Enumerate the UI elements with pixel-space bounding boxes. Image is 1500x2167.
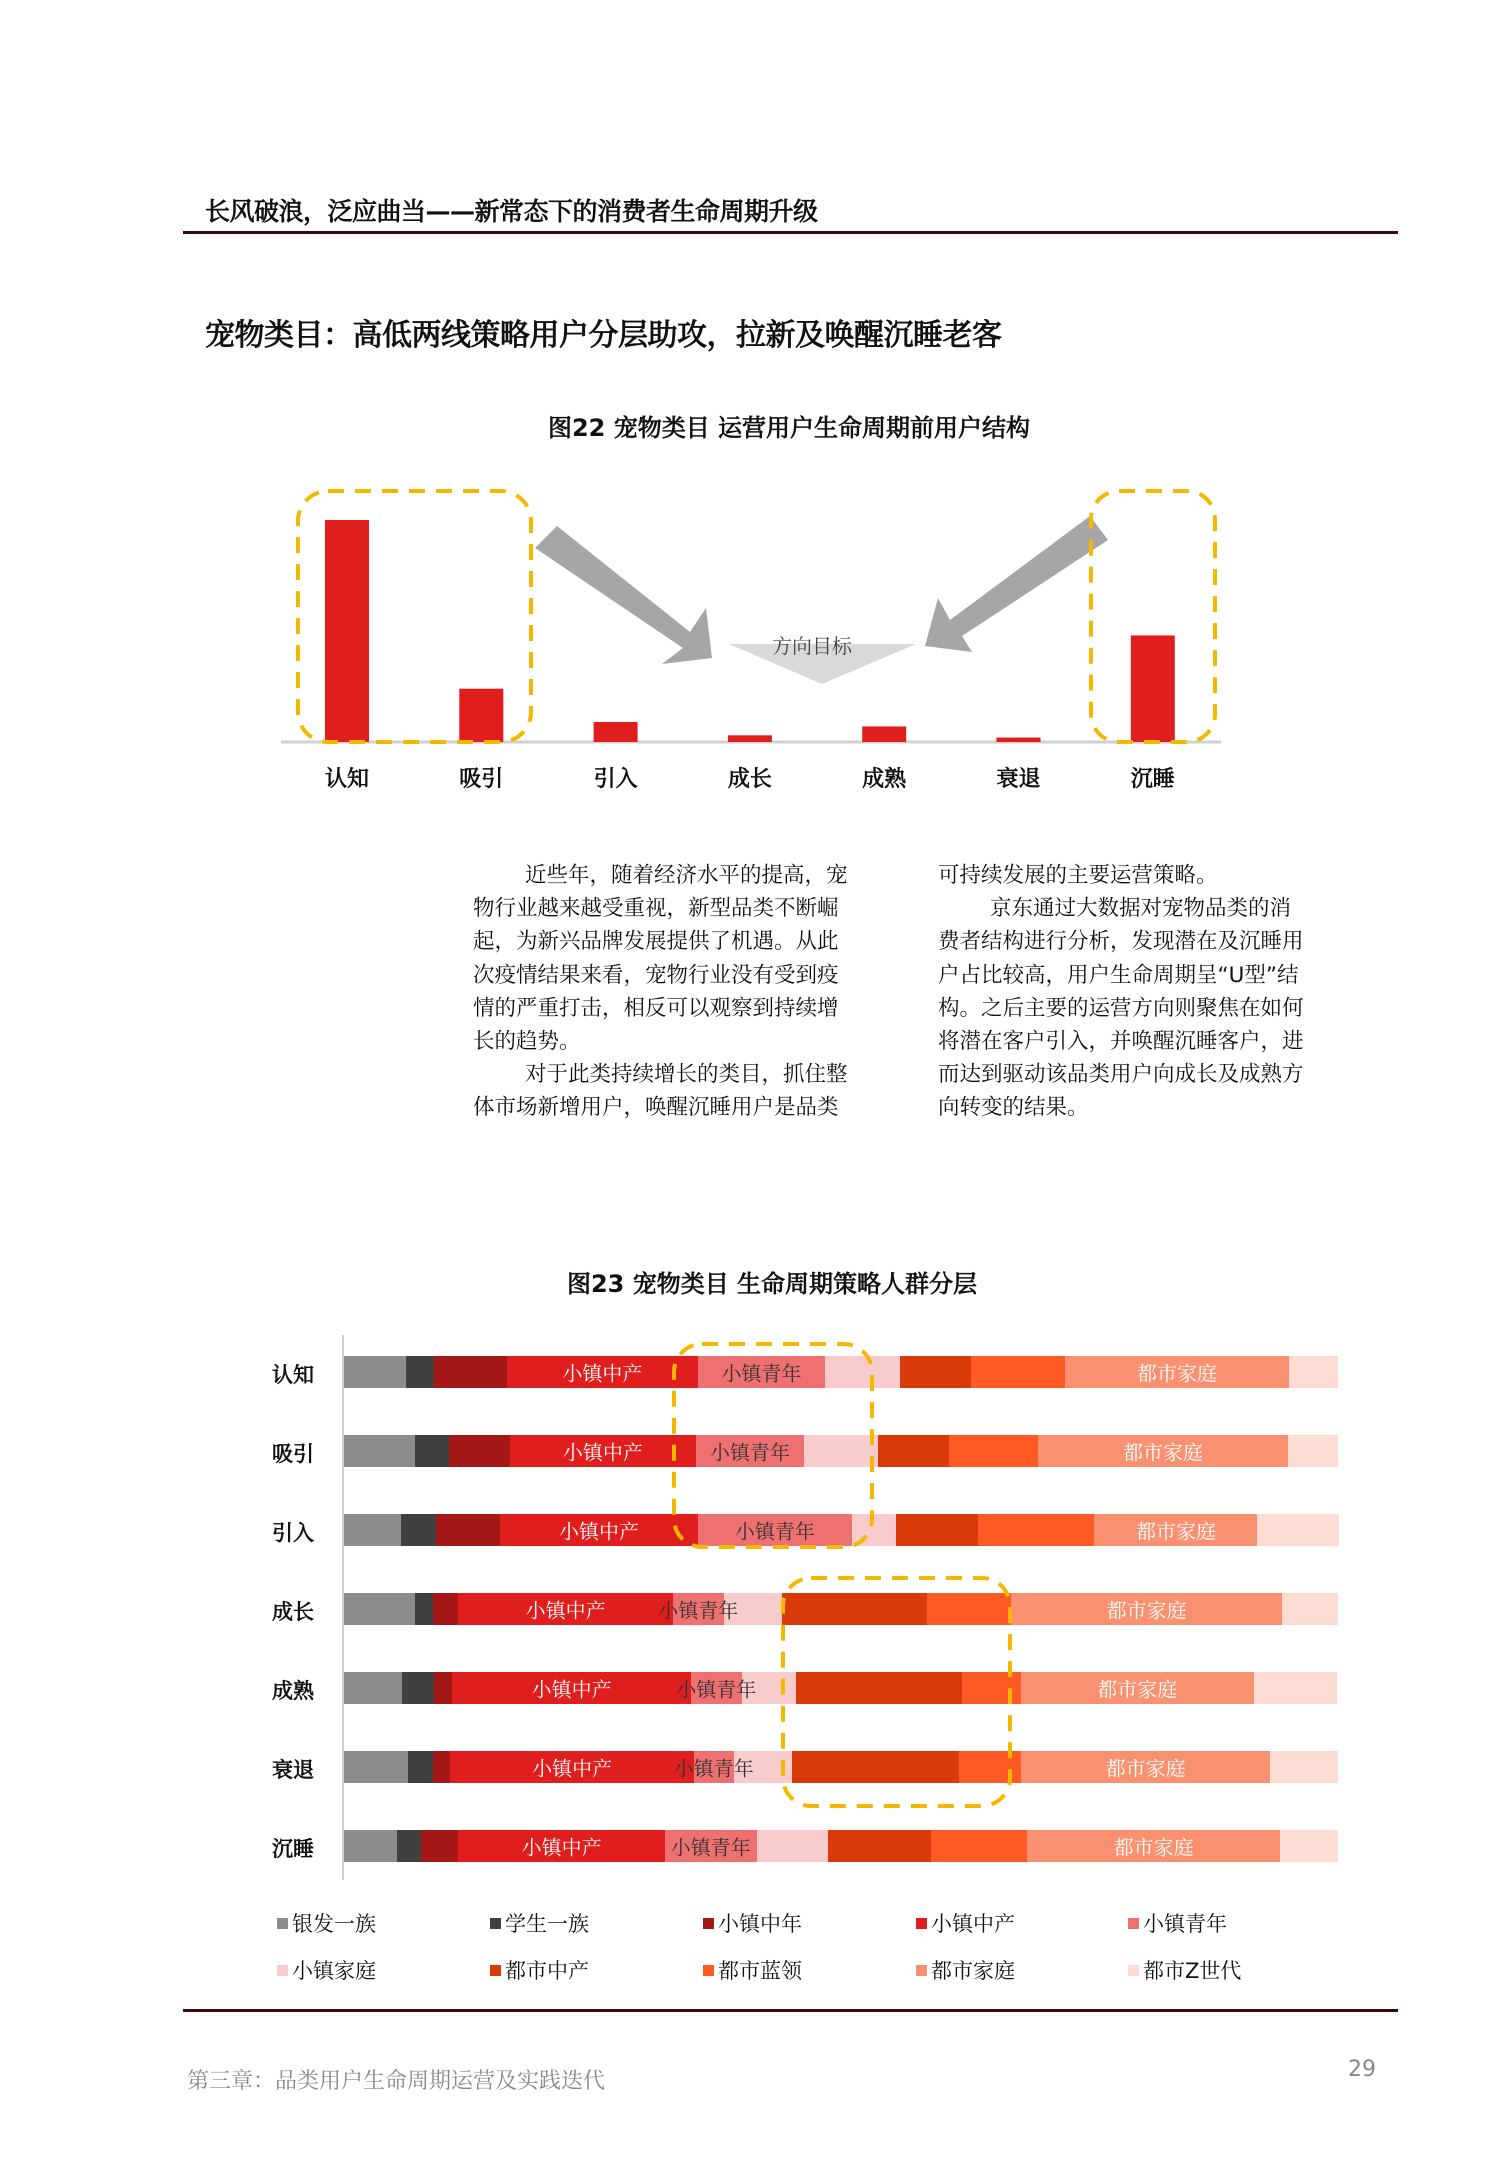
stacked-bar-row xyxy=(344,1593,1338,1625)
bar-segment xyxy=(1254,1672,1338,1704)
segment-label: 小镇青年 xyxy=(658,1598,739,1623)
segment-label: 小镇中产 xyxy=(562,1361,643,1386)
segment-label: 小镇中产 xyxy=(558,1519,639,1544)
row-label: 成熟 xyxy=(272,1679,314,1703)
bar-3 xyxy=(728,735,772,742)
segment-label: 小镇中产 xyxy=(525,1598,606,1623)
legend-item xyxy=(916,1908,1015,1938)
bar-2 xyxy=(594,722,638,742)
row-label: 认知 xyxy=(272,1363,314,1387)
row-label: 衰退 xyxy=(272,1758,314,1782)
segment-label: 都市家庭 xyxy=(1097,1677,1178,1702)
legend-item xyxy=(1128,1955,1241,1985)
row-label: 吸引 xyxy=(272,1442,314,1466)
figure23-caption: 图23 宠物类目 生命周期策略人群分层 xyxy=(566,1270,978,1298)
segment-label: 小镇青年 xyxy=(721,1361,802,1386)
segment-label: 都市家庭 xyxy=(1106,1598,1187,1623)
legend-label: 小镇中产 xyxy=(931,1912,1015,1936)
text-line: 长的趋势。 xyxy=(473,1028,581,1054)
legend-label: 都市Z世代 xyxy=(1143,1959,1242,1983)
bar-segment xyxy=(828,1830,932,1862)
bar-segment xyxy=(401,1514,437,1546)
bar-segment xyxy=(436,1514,500,1546)
body-column-right xyxy=(938,859,1304,1125)
bar-4 xyxy=(862,726,906,742)
stacked-bar-row xyxy=(344,1356,1338,1388)
arrow-right-icon xyxy=(925,516,1108,652)
legend-item xyxy=(1128,1908,1227,1938)
footer-chapter: 第三章：品类用户生命周期运营及实践迭代 xyxy=(187,2069,606,2094)
bar-segment xyxy=(433,1751,450,1783)
text-line: 近些年，随着经济水平的提高，宠 xyxy=(525,863,848,888)
bar-segment xyxy=(804,1435,878,1467)
bar-segment xyxy=(1289,1356,1338,1388)
segment-label: 小镇中产 xyxy=(531,1677,612,1702)
segment-label: 小镇中产 xyxy=(532,1756,613,1781)
legend-item xyxy=(703,1908,802,1938)
bar-0 xyxy=(325,520,369,742)
bar-segment xyxy=(449,1435,510,1467)
body-column-left xyxy=(473,859,848,1125)
x-tick-label: 衰退 xyxy=(996,767,1041,792)
figure22-chart xyxy=(0,0,1500,820)
text-line: 物行业越来越受重视，新型品类不断崛 xyxy=(473,896,839,922)
bar-5 xyxy=(997,738,1041,742)
text-line: 体市场新增用户，唤醒沉睡用户是品类 xyxy=(473,1095,839,1121)
legend-swatch xyxy=(490,1918,501,1929)
segment-label: 都市家庭 xyxy=(1123,1440,1204,1465)
legend-label: 小镇青年 xyxy=(1143,1912,1227,1936)
running-header: 长风破浪，泛应曲当——新常态下的消费者生命周期升级 xyxy=(205,197,818,226)
legend-item xyxy=(277,1908,376,1938)
bar-segment xyxy=(433,1593,458,1625)
bar-segment xyxy=(344,1593,415,1625)
text-line: 而达到驱动该品类用户向成长及成熟方 xyxy=(938,1062,1304,1088)
stacked-bar-row xyxy=(344,1514,1338,1546)
segment-label: 都市家庭 xyxy=(1113,1835,1194,1860)
bar-segment xyxy=(1257,1514,1339,1546)
segment-label: 小镇青年 xyxy=(734,1519,815,1544)
text-line: 构。之后主要的运营方向则聚焦在如何 xyxy=(938,995,1304,1021)
segment-label: 都市家庭 xyxy=(1136,1361,1217,1386)
segment-label: 小镇青年 xyxy=(670,1835,751,1860)
bar-segment xyxy=(344,1672,402,1704)
bar-segment xyxy=(1280,1830,1338,1862)
legend-swatch xyxy=(277,1965,288,1976)
legend-label: 小镇家庭 xyxy=(292,1959,376,1983)
bar-segment xyxy=(344,1356,406,1388)
bar-segment xyxy=(927,1593,1011,1625)
bar-segment xyxy=(434,1356,507,1388)
legend-swatch xyxy=(490,1965,501,1976)
figure22-caption: 图22 宠物类目 运营用户生命周期前用户结构 xyxy=(547,414,1031,442)
bar-segment xyxy=(949,1435,1038,1467)
x-tick-label: 成长 xyxy=(727,767,772,792)
bar-segment xyxy=(782,1593,928,1625)
bar-segment xyxy=(878,1435,950,1467)
legend-swatch xyxy=(703,1918,714,1929)
text-line: 对于此类持续增长的类目，抓住整 xyxy=(525,1062,848,1088)
legend-item xyxy=(490,1955,589,1985)
target-label: 方向目标 xyxy=(772,634,852,658)
text-line: 起，为新兴品牌发展提供了机遇。从此 xyxy=(473,929,839,955)
page-number: 29 xyxy=(1348,2057,1376,2082)
text-line: 次疫情结果来看，宠物行业没有受到疫 xyxy=(473,962,839,988)
bar-segment xyxy=(978,1514,1095,1546)
bar-segment xyxy=(344,1830,397,1862)
bar-segment xyxy=(415,1435,450,1467)
stacked-bar-row xyxy=(344,1435,1338,1467)
bar-segment xyxy=(757,1830,829,1862)
bar-segment xyxy=(397,1830,421,1862)
segment-label: 都市家庭 xyxy=(1135,1519,1216,1544)
legend-item xyxy=(703,1955,802,1985)
bar-segment xyxy=(971,1356,1065,1388)
legend-swatch xyxy=(1128,1965,1139,1976)
text-line: 京东通过大数据对宠物品类的消 xyxy=(990,896,1292,922)
x-tick-label: 吸引 xyxy=(459,767,504,792)
bar-segment xyxy=(931,1830,1027,1862)
bar-segment xyxy=(962,1672,1021,1704)
legend-swatch xyxy=(703,1965,714,1976)
bar-segment xyxy=(402,1672,435,1704)
segment-label: 小镇青年 xyxy=(710,1440,791,1465)
bar-segment xyxy=(1288,1435,1337,1467)
section-title: 宠物类目：高低两线策略用户分层助攻，拉新及唤醒沉睡老客 xyxy=(205,318,1002,353)
bar-segment xyxy=(825,1356,900,1388)
bar-segment xyxy=(344,1514,401,1546)
footer-rule xyxy=(183,2009,1398,2012)
bar-segment xyxy=(406,1356,435,1388)
stacked-bar-row xyxy=(344,1751,1338,1783)
legend-label: 都市蓝领 xyxy=(718,1959,802,1983)
legend-swatch xyxy=(916,1965,927,1976)
text-line: 可持续发展的主要运营策略。 xyxy=(938,863,1218,888)
x-tick-label: 沉睡 xyxy=(1130,767,1175,792)
legend-label: 都市家庭 xyxy=(931,1959,1015,1983)
text-line: 向转变的结果。 xyxy=(938,1095,1089,1121)
legend-swatch xyxy=(916,1918,927,1929)
legend-swatch xyxy=(277,1918,288,1929)
text-line: 户占比较高，用户生命周期呈“U型”结 xyxy=(938,962,1299,988)
bar-segment xyxy=(792,1751,959,1783)
bar-segment xyxy=(896,1514,979,1546)
segment-label: 都市家庭 xyxy=(1105,1756,1186,1781)
legend-swatch xyxy=(1128,1918,1139,1929)
segment-label: 小镇中产 xyxy=(521,1835,602,1860)
bar-segment xyxy=(852,1514,896,1546)
legend-item xyxy=(490,1908,589,1938)
stacked-bar-row xyxy=(344,1672,1338,1704)
row-label: 沉睡 xyxy=(272,1837,314,1861)
bar-segment xyxy=(1282,1593,1338,1625)
bar-segment xyxy=(344,1435,415,1467)
legend-label: 小镇中年 xyxy=(718,1912,802,1936)
segment-label: 小镇青年 xyxy=(676,1677,757,1702)
bar-segment xyxy=(900,1356,972,1388)
stacked-bar-row xyxy=(344,1830,1338,1862)
legend-label: 都市中产 xyxy=(505,1959,589,1983)
bar-6 xyxy=(1131,635,1175,742)
bar-segment xyxy=(434,1672,452,1704)
row-label: 成长 xyxy=(272,1600,314,1624)
row-label: 引入 xyxy=(272,1521,314,1545)
legend-label: 银发一族 xyxy=(292,1912,376,1936)
arrow-left-icon xyxy=(535,526,712,664)
legend-item xyxy=(277,1955,376,1985)
bar-segment xyxy=(421,1830,459,1862)
segment-label: 小镇青年 xyxy=(673,1756,754,1781)
bar-segment xyxy=(1270,1751,1338,1783)
bar-segment xyxy=(796,1672,962,1704)
bar-segment xyxy=(415,1593,434,1625)
text-line: 情的严重打击，相反可以观察到持续增 xyxy=(473,995,839,1021)
x-tick-label: 认知 xyxy=(324,767,370,792)
legend-label: 学生一族 xyxy=(505,1912,589,1936)
text-line: 将潜在客户引入，并唤醒沉睡客户，进 xyxy=(938,1028,1304,1054)
segment-label: 小镇中产 xyxy=(562,1440,643,1465)
legend-item xyxy=(916,1955,1015,1985)
bar-segment xyxy=(959,1751,1021,1783)
x-tick-label: 成熟 xyxy=(862,767,907,792)
text-line: 费者结构进行分析，发现潜在及沉睡用 xyxy=(938,929,1304,955)
bar-segment xyxy=(408,1751,434,1783)
bar-segment xyxy=(344,1751,408,1783)
bar-1 xyxy=(459,689,503,742)
x-tick-label: 引入 xyxy=(593,767,638,792)
